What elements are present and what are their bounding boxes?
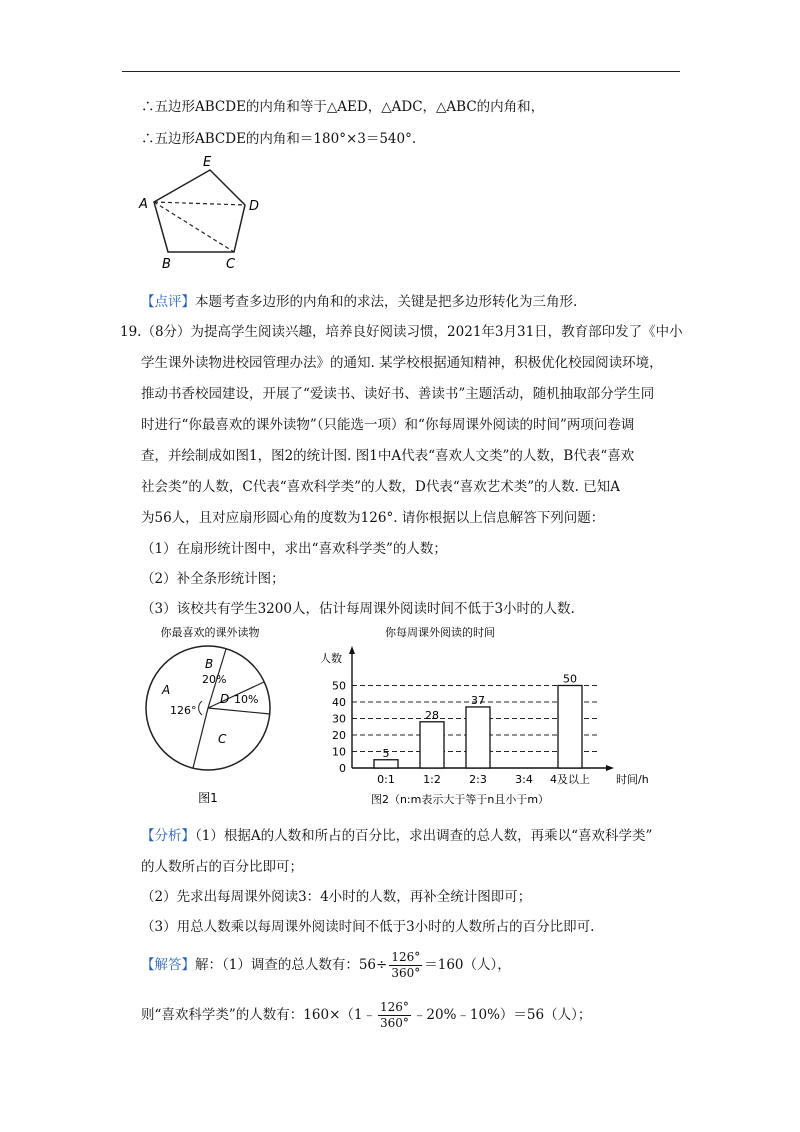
analysis-line-2: 的人数所占的百分比即可；: [141, 859, 303, 875]
pie-chart-figure: [140, 622, 280, 812]
comment-tag: 【点评】: [141, 294, 195, 310]
pie-label-d-pct: 10%: [234, 693, 259, 706]
x-tick-label-1: 1:2: [423, 773, 441, 786]
x-axis-label: 时间/h: [616, 773, 649, 786]
comment-line: [141, 293, 577, 311]
y-tick-label-30: 30: [332, 712, 346, 726]
y-tick-label-10: 10: [332, 745, 346, 759]
bar-value-label-2: 37: [471, 693, 485, 707]
pie-title: 你最喜欢的课外读物: [160, 626, 260, 639]
bar-2: [466, 707, 490, 768]
vertex-label-d: D: [249, 199, 260, 214]
x-axis-arrow: [606, 765, 614, 771]
x-tick-label-4: 4及以上: [550, 773, 590, 786]
comment-text: 本题考查多边形的内角和的求法，关键是把多边形转化为三角形.: [195, 294, 578, 310]
fraction-1-numerator: 126°: [391, 950, 421, 964]
bar-1: [420, 722, 444, 768]
fraction-2-denominator: 360°: [379, 1016, 409, 1030]
text-line-2: ∴五边形ABCDE的内角和＝180°×3＝540°.: [141, 131, 417, 147]
bar-chart-caption: 图2（n:m表示大于等于n且小于m）: [370, 793, 550, 806]
bar-value-label-0: 5: [382, 746, 390, 760]
pie-label-c: C: [218, 732, 227, 746]
bar-chart-title: 你每周课外阅读的时间: [385, 626, 495, 639]
answer-text-2a: 则“喜欢科学类”的人数有：160×（1﹣: [141, 1007, 376, 1023]
answer-text-2b: ﹣20%﹣10%）＝56（人）；: [412, 1007, 592, 1023]
vertex-label-e: E: [203, 155, 212, 170]
fraction-1: [389, 950, 422, 981]
analysis-text-1: （1）根据A的人数和所占的百分比，求出调查的总人数，再乘以“喜欢科学类”: [195, 828, 653, 844]
fraction-2: [378, 1000, 411, 1031]
y-axis-label: 人数: [320, 652, 342, 665]
pie-label-d: D: [220, 692, 230, 706]
y-axis-arrow: [349, 646, 355, 654]
fraction-1-denominator: 360°: [391, 966, 421, 980]
diagonal-ad: [154, 202, 245, 205]
x-tick-label-3: 3:4: [515, 773, 533, 786]
bar-value-label-1: 28: [425, 708, 439, 722]
analysis-line-1: [141, 827, 652, 845]
pie-label-b-pct: 20%: [202, 673, 227, 686]
subquestion-2: （2）补全条形统计图；: [141, 571, 285, 587]
vertex-label-a: A: [139, 197, 148, 212]
pie-label-b: B: [205, 657, 214, 671]
vertex-label-b: B: [162, 257, 171, 272]
question-line-4: 时进行“你最喜欢的课外读物”（只能选一项）和“你每周课外阅读的时间”两项问卷调: [141, 417, 635, 433]
pentagon-figure: [130, 150, 270, 275]
pie-caption: 图1: [198, 791, 218, 805]
answer-line-2: [141, 996, 591, 1034]
pie-label-a: A: [162, 683, 171, 697]
y-tick-label-50: 50: [332, 679, 346, 693]
x-tick-label-2: 2:3: [469, 773, 487, 786]
question-line-2: 学生课外读物进校园管理办法》的通知. 某学校根据通知精神，积极优化校园阅读环境，: [141, 355, 663, 371]
fraction-2-numerator: 126°: [379, 1000, 409, 1014]
analysis-tag: 【分析】: [141, 828, 195, 844]
pie-angle-mark: [199, 701, 202, 715]
bar-value-label-4: 50: [563, 672, 577, 686]
bar-chart-figure: [310, 622, 680, 812]
pie-radius-dc: [208, 708, 270, 714]
question-line-5: 查，并绘制成如图1，图2的统计图. 图1中A代表“喜欢人文类”的人数，B代表“喜欢: [141, 448, 635, 464]
subquestion-3: （3）该校共有学生3200人，估计每周课外阅读时间不低于3小时的人数.: [141, 601, 575, 617]
answer-text-1b: ＝160（人），: [424, 957, 511, 973]
answer-tag: 【解答】: [141, 957, 195, 973]
question-line-1: 19.（8分）为提高学生阅读兴趣，培养良好阅读习惯，2021年3月31日，教育部印发了《中小: [120, 324, 683, 340]
header-rule: [122, 71, 680, 72]
question-line-6: 社会类”的人数，C代表“喜欢科学类”的人数，D代表“喜欢艺术类”的人数. 已知A: [141, 479, 620, 495]
vertex-label-c: C: [226, 257, 236, 272]
question-line-7: 为56人，且对应扇形圆心角的度数为126°. 请你根据以上信息解答下列问题：: [141, 510, 605, 526]
bar-4: [558, 686, 582, 769]
analysis-line-3: （2）先求出每周课外阅读3：4小时的人数，再补全统计图即可；: [141, 889, 532, 905]
text-line-1: ∴五边形ABCDE的内角和等于△AED，△ADC，△ABC的内角和，: [141, 99, 545, 115]
pie-angle-label: 126°: [170, 704, 197, 717]
question-line-3: 推动书香校园建设，开展了“爱读书、读好书、善读书”主题活动，随机抽取部分学生同: [141, 386, 655, 402]
y-tick-label-0: 0: [339, 762, 346, 775]
bar-0: [374, 760, 398, 768]
x-tick-label-0: 0:1: [377, 773, 395, 786]
subquestion-1: （1）在扇形统计图中，求出“喜欢科学类”的人数；: [141, 541, 447, 557]
bars: [374, 673, 590, 787]
pie-radius-ca: [193, 708, 208, 768]
answer-line-1: [141, 946, 511, 984]
answer-text-1a: 解：（1）调查的总人数有：56÷: [195, 957, 388, 973]
y-tick-label-20: 20: [332, 729, 346, 742]
y-tick-label-40: 40: [332, 696, 346, 709]
analysis-line-4: （3）用总人数乘以每周课外阅读时间不低于3小时的人数所占的百分比即可.: [141, 919, 595, 935]
